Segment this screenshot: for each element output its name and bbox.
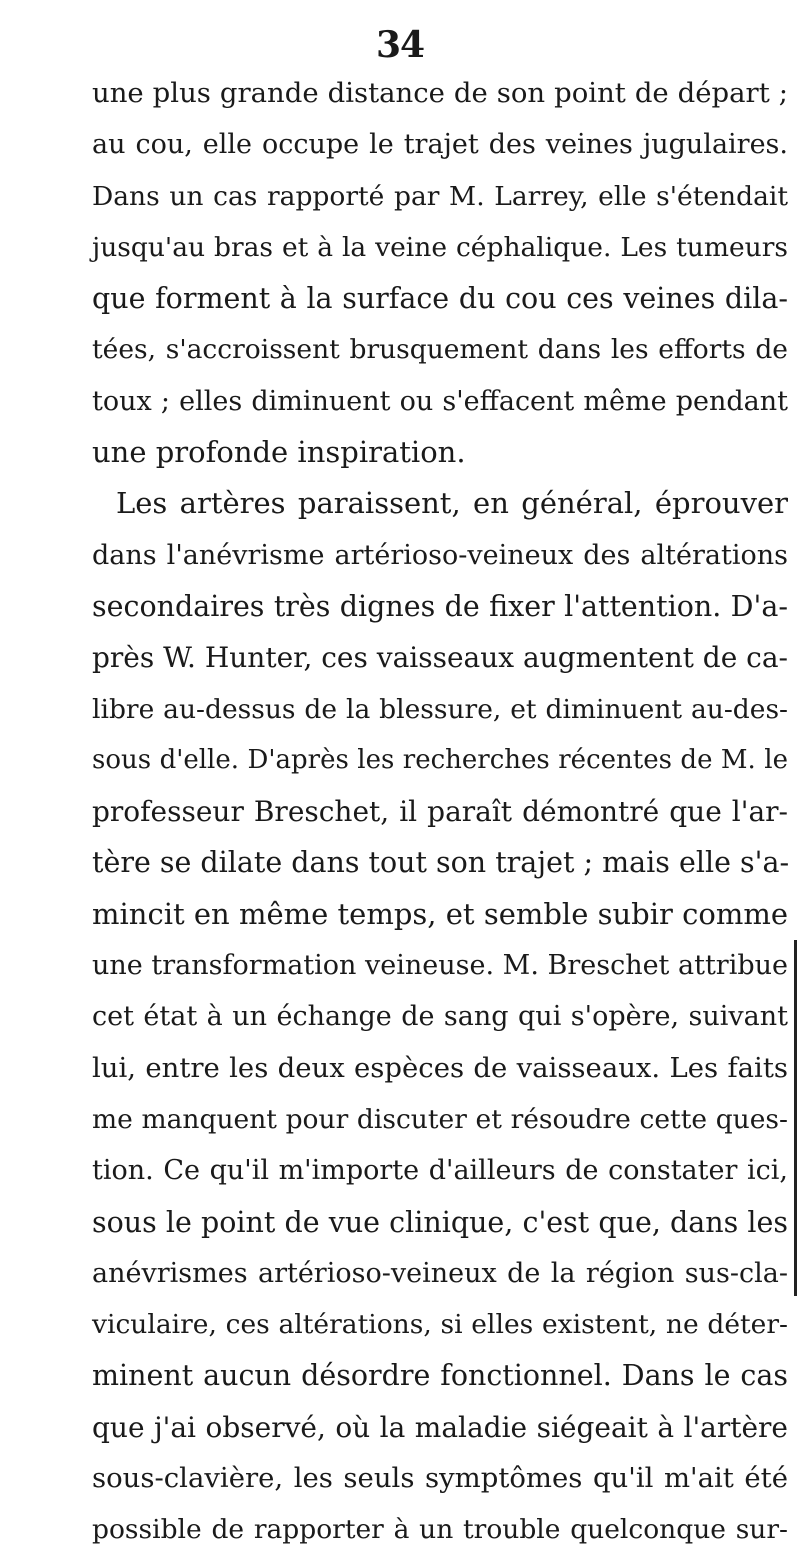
text-line: une plus grande distance de son point de départ ; xyxy=(92,77,788,109)
text-line: tées, s'accroissent brusquement dans les efforts de xyxy=(92,334,788,366)
text-line: toux ; elles diminuent ou s'effacent même pendant xyxy=(92,385,788,417)
text-line: dans l'anévrisme artérioso-veineux des altérations xyxy=(92,539,788,571)
text-line: une transformation veineuse. M. Breschet attribue xyxy=(92,950,788,982)
text-line: possible de rapporter à un trouble quelconque sur- xyxy=(92,1514,788,1546)
text-line: Dans un cas rapporté par M. Larrey, elle s'étendait xyxy=(92,180,788,212)
text-line: près W. Hunter, ces vaisseaux augmentent de ca- xyxy=(92,641,789,675)
text-line: Les artères paraissent, en général, éprouver xyxy=(116,486,788,521)
text-line: que forment à la surface du cou ces veines dila- xyxy=(92,282,788,316)
text-line: que j'ai observé, où la maladie siégeait à l'artère xyxy=(92,1410,788,1444)
text-line: sous-clavière, les seuls symptômes qu'il m'ait été xyxy=(92,1462,788,1495)
text-line: professeur Breschet, il paraît démontré que l'ar- xyxy=(92,795,788,829)
text-line: tion. Ce qu'il m'importe d'ailleurs de constater ici, xyxy=(92,1155,788,1187)
text-line: sous d'elle. D'après les recherches récentes de M. le xyxy=(92,744,788,775)
text-line: sous le point de vue clinique, c'est que, dans les xyxy=(92,1205,788,1239)
page-edge-shadow xyxy=(794,940,797,1296)
text-line: tère se dilate dans tout son trajet ; mais elle s'a- xyxy=(92,846,790,880)
text-line: lui, entre les deux espèces de vaisseaux. Les faits xyxy=(92,1051,788,1084)
text-line: jusqu'au bras et à la veine céphalique. Les tumeurs xyxy=(92,231,788,263)
text-line: au cou, elle occupe le trajet des veines jugulaires. xyxy=(92,129,788,161)
text-line: cet état à un échange de sang qui s'opère, suivant xyxy=(92,1001,788,1033)
text-line: me manquent pour discuter et résoudre cette ques- xyxy=(92,1103,788,1135)
text-line: libre au-dessus de la blessure, et diminuent au-des- xyxy=(92,693,788,725)
text-line: secondaires très dignes de fixer l'attention. D'a- xyxy=(92,589,788,623)
text-line: viculaire, ces altérations, si elles existent, ne déter- xyxy=(92,1309,788,1341)
text-line: anévrismes artérioso-veineux de la région sus-cla- xyxy=(92,1257,788,1289)
text-line: mincit en même temps, et semble subir comme xyxy=(92,896,788,931)
text-line: une profonde inspiration. xyxy=(92,435,466,470)
body-text xyxy=(92,68,788,1556)
text-line: minent aucun désordre fonctionnel. Dans le cas xyxy=(92,1359,788,1393)
page-number: 34 xyxy=(375,24,425,66)
